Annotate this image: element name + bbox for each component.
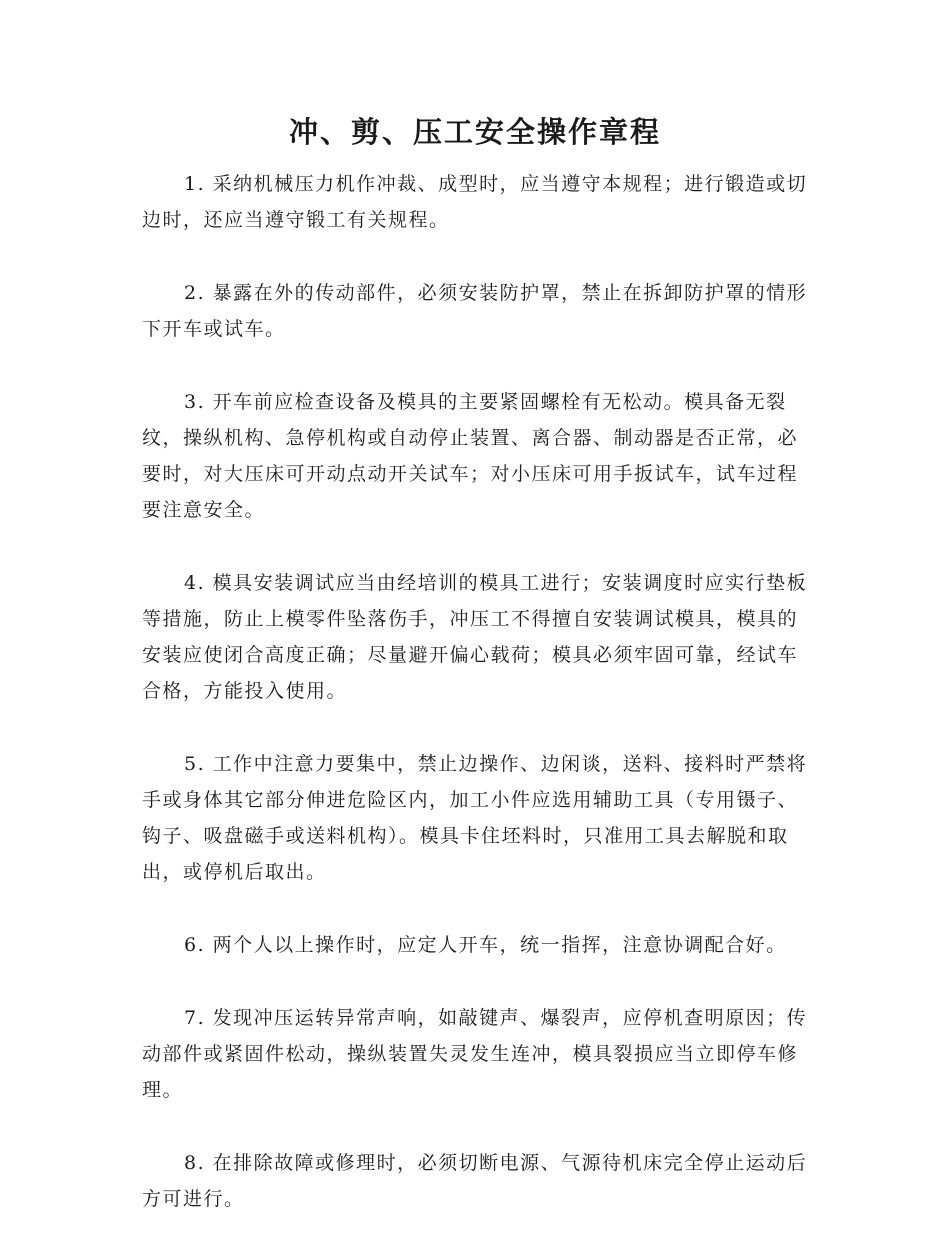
document-body	[142, 166, 808, 1254]
rule-paragraph-8: 8. 在排除故障或修理时，必须切断电源、气源待机床完全停止运动后方可进行。	[142, 1152, 808, 1210]
rule-paragraph-2: 2. 暴露在外的传动部件，必须安装防护罩，禁止在拆卸防护罩的情形下开车或试车。	[142, 282, 808, 340]
rule-paragraph-6: 6. 两个人以上操作时，应定人开车，统一指挥，注意协调配合好。	[184, 934, 787, 956]
rule-paragraph-3: 3. 开车前应检查设备及模具的主要紧固螺栓有无松动。模具备无裂纹，操纵机构、急停机构或自动停止装置、离合器、制动器是否正常，必要时，对大压床可开动点动开关试车；对小压床可用手扳试车，试车过程要注意安全。	[142, 391, 799, 521]
rule-paragraph-5: 5. 工作中注意力要集中，禁止边操作、边闲谈，送料、接料时严禁将手或身体其它部分伸进危险区内，加工小件应选用辅助工具（专用镊子、钩子、吸盘磁手或送料机构）。模具卡住坯料时，只准用工具去解脱和取出，或停机后取出。	[142, 753, 808, 883]
rule-paragraph-1: 1. 采纳机械压力机作冲裁、成型时，应当遵守本规程；进行锻造或切边时，还应当遵守锻工有关规程。	[142, 173, 808, 231]
rule-paragraph-7: 7. 发现冲压运转异常声响，如敲键声、爆裂声，应停机查明原因；传动部件或紧固件松动，操纵装置失灵发生连冲，模具裂损应当立即停车修理。	[142, 1007, 808, 1101]
rule-paragraph-4: 4. 模具安装调试应当由经培训的模具工进行；安装调度时应实行垫板等措施，防止上模零件坠落伤手，冲压工不得擅自安装调试模具，模具的安装应使闭合高度正确；尽量避开偏心载荷；模具必须牢固可靠，经试车合格，方能投入使用。	[142, 572, 808, 702]
document-title: 冲、剪、压工安全操作章程	[288, 115, 661, 149]
